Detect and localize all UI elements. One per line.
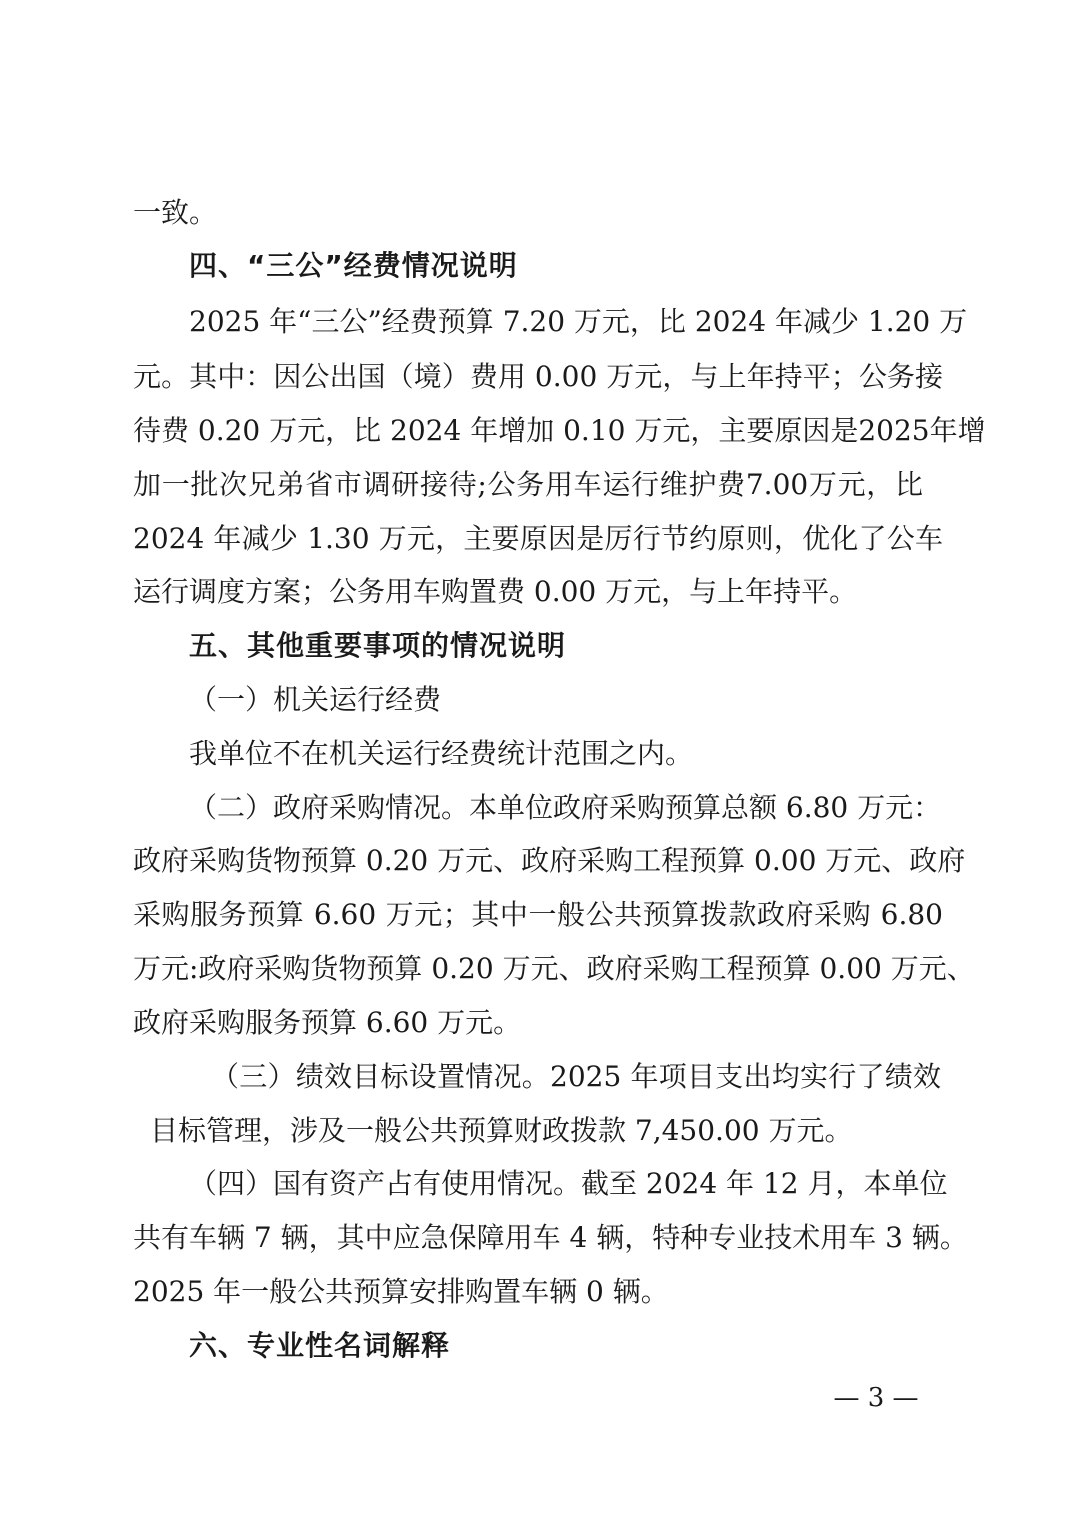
paragraph-line: 2025 年“三公”经费预算 7.20 万元，比 2024 年减少 1.20 万 [189,305,968,338]
paragraph-line: （四）国有资产占有使用情况。截至 2024 年 12 月，本单位 [189,1167,948,1200]
subsection-heading: （一）机关运行经费 [189,683,442,716]
paragraph-line: 政府采购货物预算 0.20 万元、政府采购工程预算 0.00 万元、政府 [133,844,966,877]
paragraph-line: 政府采购服务预算 6.60 万元。 [133,1006,522,1039]
text-line-continuation: 一致。 [133,196,218,229]
paragraph-line: 元。其中：因公出国（境）费用 0.00 万元，与上年持平；公务接 [133,360,943,393]
section-heading-six: 六、专业性名词解释 [189,1329,451,1362]
paragraph-line: 2024 年减少 1.30 万元，主要原因是厉行节约原则，优化了公车 [133,522,943,555]
paragraph-line: 目标管理，涉及一般公共预算财政拨款 7,450.00 万元。 [150,1114,853,1147]
paragraph-line: 2025 年一般公共预算安排购置车辆 0 辆。 [133,1275,669,1308]
paragraph-line: 万元:政府采购货物预算 0.20 万元、政府采购工程预算 0.00 万元、 [133,952,975,985]
paragraph-line: 运行调度方案；公务用车购置费 0.00 万元，与上年持平。 [133,575,858,608]
paragraph-line: （二）政府采购情况。本单位政府采购预算总额 6.80 万元： [189,791,942,824]
section-heading-four: 四、“三公”经费情况说明 [189,249,518,282]
paragraph-line: 加一批次兄弟省市调研接待;公务用车运行维护费7.00万元，比 [133,468,923,501]
paragraph-line: 采购服务预算 6.60 万元；其中一般公共预算拨款政府采购 6.80 [133,898,943,931]
section-heading-five: 五、其他重要事项的情况说明 [189,629,567,662]
paragraph-line: 我单位不在机关运行经费统计范围之内。 [189,737,694,770]
paragraph-line: 共有车辆 7 辆，其中应急保障用车 4 辆，特种专业技术用车 3 辆。 [133,1221,968,1254]
page-number: — 3 — [833,1383,919,1413]
paragraph-line: （三）绩效目标设置情况。2025 年项目支出均实行了绩效 [211,1060,941,1093]
paragraph-line: 待费 0.20 万元，比 2024 年增加 0.10 万元，主要原因是2025年增 [133,414,986,447]
